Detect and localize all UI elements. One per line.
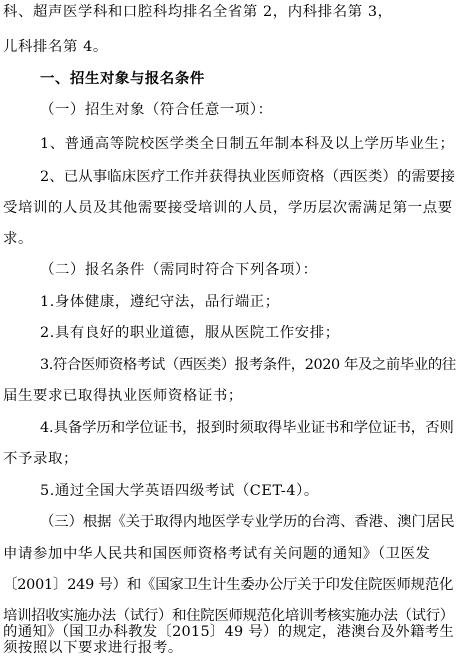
paragraph-line: 须按照以下要求进行报考。 [3, 640, 183, 656]
list-item: 4.具备学历和学位证书，报到时须取得毕业证书和学位证书，否则 [40, 420, 454, 436]
paragraph-line: 〔2001〕249 号）和《国家卫生计生委办公厅关于印发住院医师规范化 [3, 577, 454, 593]
paragraph-line: 儿科排名第 4。 [3, 39, 108, 55]
paragraph-line: 的通知》（国卫办科教发〔2015〕49 号）的规定，港澳台及外籍考生 [3, 624, 455, 640]
paragraph-line: 求。 [3, 231, 33, 247]
list-item: 1、普通高等院校医学类全日制五年制本科及以上学历毕业生； [40, 136, 455, 152]
paragraph-line: 受培训的人员及其他需要接受培训的人员，学历层次需满足第一点要 [3, 200, 453, 216]
subsection-heading: （二）报名条件（需同时符合下列各项）： [40, 262, 318, 278]
list-item: 2.具有良好的职业道德，服从医院工作安排； [40, 325, 340, 341]
list-item: 2、已从事临床医疗工作并获得执业医师资格（西医类）的需要接 [40, 169, 455, 185]
section-heading: 一、招生对象与报名条件 [40, 71, 205, 87]
paragraph-line: 培训招收实施办法（试行）和住院医师规范化培训考核实施办法（试行） [3, 608, 454, 624]
paragraph-line: 科、超声医学科和口腔科均排名全省第 2，内科排名第 3， [3, 4, 393, 20]
subsection-heading: （一）招生对象（符合任意一项）： [40, 102, 273, 118]
paragraph-line: 届生要求已取得执业医师资格证书； [3, 388, 243, 404]
paragraph-line: （三）根据《关于取得内地医学专业学历的台湾、香港、澳门居民 [40, 514, 455, 530]
list-item: 5.通过全国大学英语四级考试（CET-4）。 [40, 483, 319, 499]
list-item: 3.符合医师资格考试（西医类）报考条件，2020 年及之前毕业的往 [40, 357, 456, 373]
paragraph-line: 不予录取； [3, 451, 78, 467]
list-item: 1.身体健康，遵纪守法，品行端正； [40, 294, 280, 310]
paragraph-line: 申请参加中华人民共和国医师资格考试有关问题的通知》（卫医发 [3, 546, 431, 562]
